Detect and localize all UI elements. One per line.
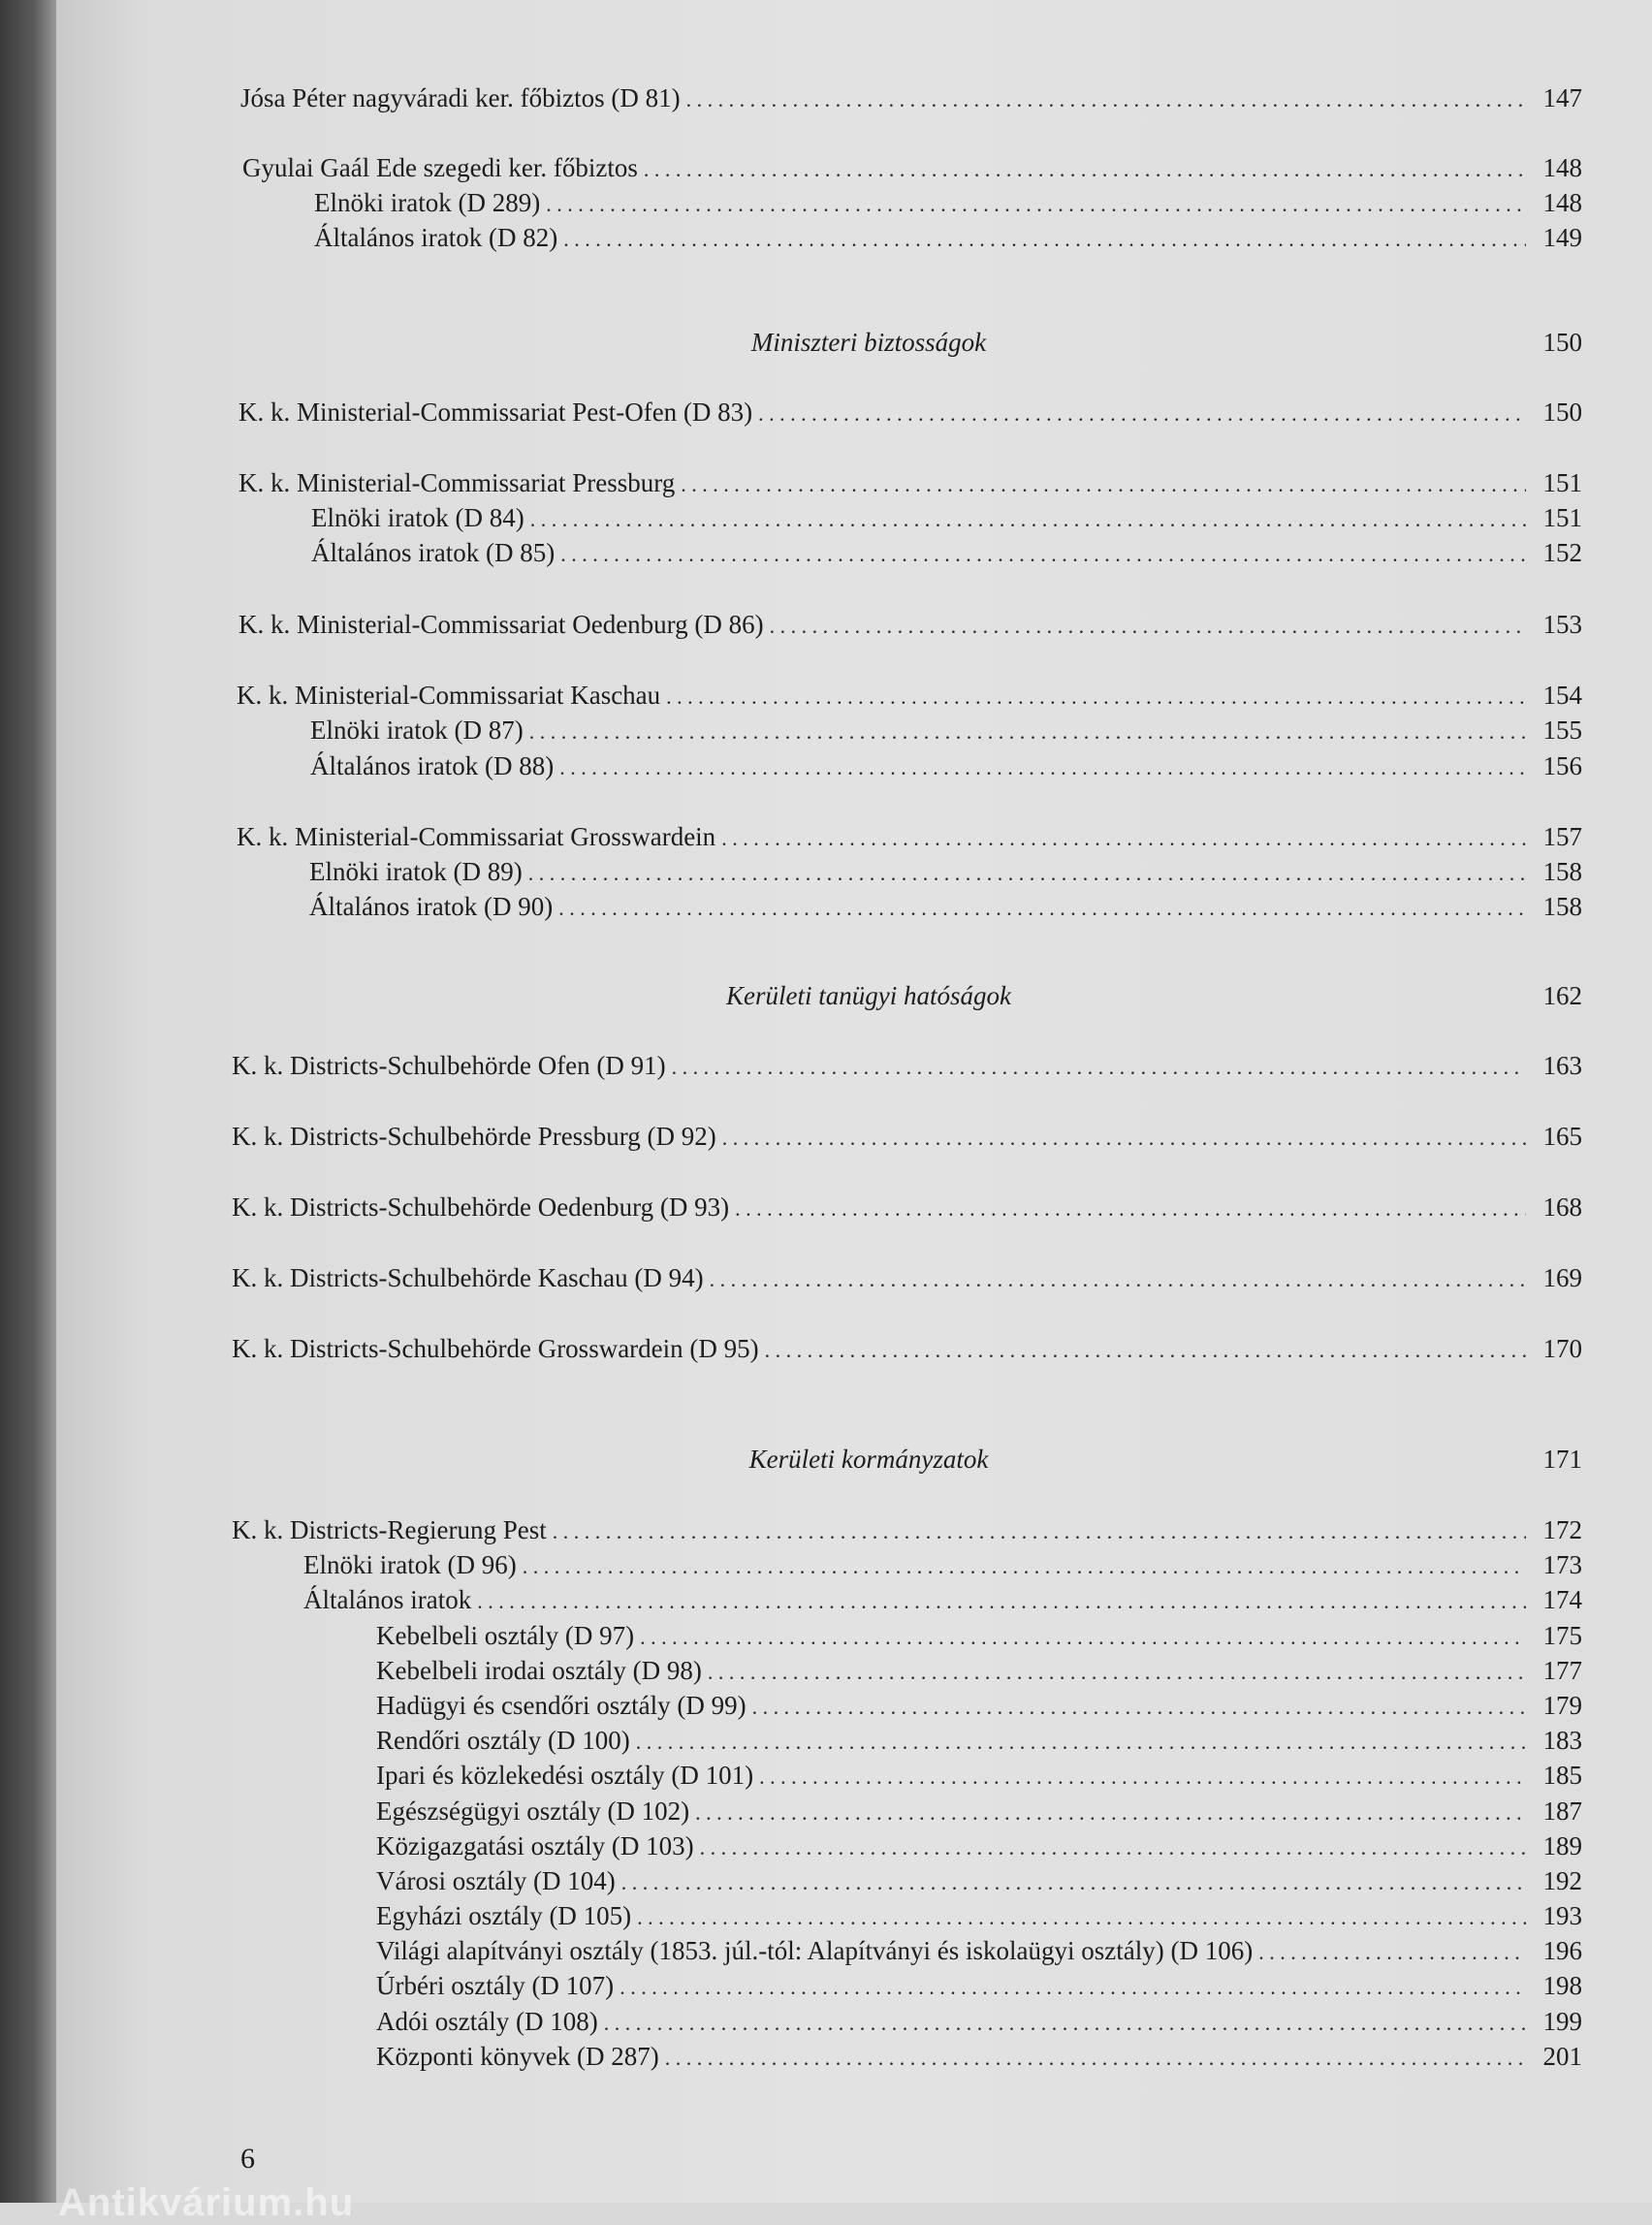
section-heading [155,979,1582,1012]
toc-entry-text: Kebelbeli osztály (D 97) [376,1621,635,1650]
dot-leader [621,1866,1526,1899]
toc-entry-text: K. k. Districts-Regierung Pest [232,1515,547,1544]
toc-entry [376,1899,1582,1934]
toc-entry-text: Általános iratok [303,1585,472,1614]
toc-entry-page: 152 [1542,538,1582,567]
dot-leader [553,1515,1526,1548]
toc-entry [311,536,1582,571]
section-heading-page: 162 [1542,981,1582,1010]
toc-entry-text: Városi osztály (D 104) [376,1866,616,1895]
toc-entry-text: Rendőri osztály (D 100) [376,1726,630,1755]
toc-entry-page: 198 [1542,1971,1582,2000]
toc-entry-text: Általános iratok (D 82) [314,223,558,252]
toc-entry-page: 154 [1542,681,1582,710]
dot-leader [722,1122,1526,1155]
toc-entry-text: Elnöki iratok (D 84) [311,503,524,532]
toc-entry-page: 156 [1542,751,1582,780]
toc-entry [238,396,1582,430]
toc-entry [376,1795,1582,1829]
toc-entry-page: 192 [1542,1866,1582,1895]
toc-entry-text: Gyulai Gaál Ede szegedi ker. főbiztos [242,153,638,182]
toc-entry-text: Hadügyi és csendőri osztály (D 99) [376,1691,747,1720]
toc-entry-page: 168 [1542,1192,1582,1222]
dot-leader [640,1621,1526,1654]
toc-entry [303,1583,1582,1618]
dot-leader [708,1656,1526,1689]
toc-entry [232,1261,1582,1296]
toc-entry-page: 148 [1542,153,1582,182]
toc-entry-text: Adói osztály (D 108) [376,2007,598,2036]
dot-leader [735,1192,1526,1225]
toc-entry-text: K. k. Districts-Schulbehörde Oedenburg (D 93) [232,1192,730,1222]
dot-leader [752,1691,1526,1724]
toc-entry-page: 158 [1542,892,1582,921]
toc-entry-page: 179 [1542,1691,1582,1720]
section-heading-title: Kerületi kormányzatok [748,1445,989,1474]
toc-entry [232,1120,1582,1155]
toc-entry [232,1049,1582,1084]
section-heading [155,326,1582,359]
toc-entry [376,1829,1582,1864]
toc-entry-page: 151 [1542,468,1582,497]
toc-entry [376,1759,1582,1794]
toc-entry [237,820,1582,855]
toc-entry-text: Világi alapítványi osztály (1853. júl.-tól: Alapítványi és iskolaügyi osztály) (D 106) [376,1936,1254,1965]
toc-entry-page: 177 [1542,1656,1582,1685]
toc-entry-text: K. k. Districts-Schulbehörde Ofen (D 91) [232,1051,666,1080]
toc-entry [376,2005,1582,2040]
toc-entry-page: 149 [1542,223,1582,252]
toc-entry [376,1654,1582,1689]
dot-leader [637,1901,1526,1934]
toc-entry [310,749,1582,784]
toc-entry-page: 174 [1542,1585,1582,1614]
toc-entry-page: 187 [1542,1796,1582,1826]
toc-entry [376,1969,1582,2004]
dot-leader [665,2042,1526,2075]
dot-leader [1258,1936,1526,1969]
toc-entry [311,501,1582,536]
toc-entry [232,1191,1582,1225]
toc-entry-text: Ipari és közlekedési osztály (D 101) [376,1761,754,1790]
toc-entry-text: Úrbéri osztály (D 107) [376,1971,615,2000]
dot-leader [523,1550,1526,1583]
dot-leader [770,610,1526,643]
toc-entry-text: Kebelbeli irodai osztály (D 98) [376,1656,702,1685]
toc-entry-text: K. k. Ministerial-Commissariat Kaschau [237,681,661,710]
toc-entry-page: 193 [1542,1901,1582,1930]
section-heading-page: 171 [1542,1445,1582,1474]
dot-leader [681,468,1526,501]
toc-entry-page: 155 [1542,715,1582,745]
toc-entry-page: 147 [1542,83,1582,112]
toc-entry [309,890,1582,925]
toc-entry [303,1548,1582,1583]
toc-entry-text: K. k. Ministerial-Commissariat Pest-Ofen (D 83) [238,397,753,427]
dot-leader [560,538,1526,571]
toc-entry-page: 175 [1542,1621,1582,1650]
toc-entry-page: 151 [1542,503,1582,532]
dot-leader [528,857,1526,890]
toc-entry-text: Elnöki iratok (D 96) [303,1550,517,1579]
toc-entry [232,1513,1582,1548]
toc-entry [376,1619,1582,1654]
toc-entry-text: Elnöki iratok (D 89) [309,857,523,886]
toc-entry-page: 196 [1542,1936,1582,1965]
toc-entry-page: 157 [1542,822,1582,851]
dot-leader [686,83,1526,116]
toc-entry [314,186,1582,221]
section-heading-title: Miniszteri biztosságok [750,328,987,357]
dot-leader [672,1051,1526,1084]
dot-leader [530,503,1526,536]
toc-entry-page: 158 [1542,857,1582,886]
section-heading [155,1443,1582,1476]
toc-entry-text: Általános iratok (D 85) [311,538,556,567]
dot-leader [529,715,1526,748]
toc-entry-page: 148 [1542,188,1582,217]
page-number: 6 [240,2143,255,2175]
toc-entry-text: Központi könyvek (D 287) [376,2042,659,2071]
dot-leader [695,1796,1526,1829]
toc-entry-text: K. k. Ministerial-Commissariat Pressburg [238,468,676,497]
toc-entry [309,855,1582,890]
toc-entry [240,81,1582,116]
toc-entry-text: K. k. Ministerial-Commissariat Oedenburg (D 86) [238,610,764,639]
toc-entry [376,1689,1582,1724]
toc-entry-page: 150 [1542,397,1582,427]
dot-leader [636,1726,1526,1759]
dot-leader [546,188,1526,221]
watermark: Antikvárium.hu [58,2181,355,2224]
toc-entry [232,1332,1582,1367]
toc-entry-page: 163 [1542,1051,1582,1080]
dot-leader [721,822,1526,855]
section-heading-page: 150 [1542,328,1582,357]
dot-leader [559,751,1526,784]
toc-entry-text: K. k. Districts-Schulbehörde Kaschau (D 94) [232,1263,704,1292]
toc-entry-text: Jósa Péter nagyváradi ker. főbiztos (D 81) [240,83,681,112]
toc-entry-page: 189 [1542,1831,1582,1860]
dot-leader [604,2007,1526,2040]
toc-entry-page: 173 [1542,1550,1582,1579]
toc-entry-page: 170 [1542,1334,1582,1363]
toc-entry-page: 153 [1542,610,1582,639]
toc-entry [238,466,1582,501]
toc-entry [376,1724,1582,1759]
toc-entry-text: Általános iratok (D 88) [310,751,555,780]
toc-entry [242,151,1582,186]
toc-entry [238,608,1582,643]
toc-entry-text: K. k. Districts-Schulbehörde Pressburg (D 92) [232,1122,716,1151]
toc-entry-text: Elnöki iratok (D 87) [310,715,524,745]
dot-leader [666,681,1526,714]
dot-leader [477,1585,1526,1618]
toc-entry-page: 185 [1542,1761,1582,1790]
toc-entry [376,2040,1582,2075]
toc-entry-page: 199 [1542,2007,1582,2036]
dot-leader [558,892,1526,925]
toc-entry [237,679,1582,714]
dot-leader [710,1263,1526,1296]
toc-entry [314,221,1582,256]
toc-entry-page: 172 [1542,1515,1582,1544]
toc-entry-text: Egészségügyi osztály (D 102) [376,1796,690,1826]
toc-entry-page: 165 [1542,1122,1582,1151]
dot-leader [700,1831,1526,1864]
toc-entry [376,1864,1582,1899]
toc-entry-text: K. k. Districts-Schulbehörde Grosswardein (D 95) [232,1334,759,1363]
dot-leader [758,397,1526,430]
section-heading-title: Kerületi tanügyi hatóságok [726,981,1011,1010]
dot-leader [644,153,1526,186]
toc-entry [376,1934,1582,1969]
dot-leader [765,1334,1526,1367]
dot-leader [620,1971,1526,2004]
dot-leader [563,223,1526,256]
toc-entry-text: Közigazgatási osztály (D 103) [376,1831,694,1860]
toc-entry-text: Egyházi osztály (D 105) [376,1901,632,1930]
toc-entry-text: Általános iratok (D 90) [309,892,554,921]
toc-entry-page: 169 [1542,1263,1582,1292]
dot-leader [759,1761,1526,1794]
toc-entry-page: 201 [1542,2042,1582,2071]
toc-entry-text: K. k. Ministerial-Commissariat Grosswardein [237,822,716,851]
toc-entry-page: 183 [1542,1726,1582,1755]
toc-entry [310,714,1582,748]
toc-entry-text: Elnöki iratok (D 289) [314,188,541,217]
